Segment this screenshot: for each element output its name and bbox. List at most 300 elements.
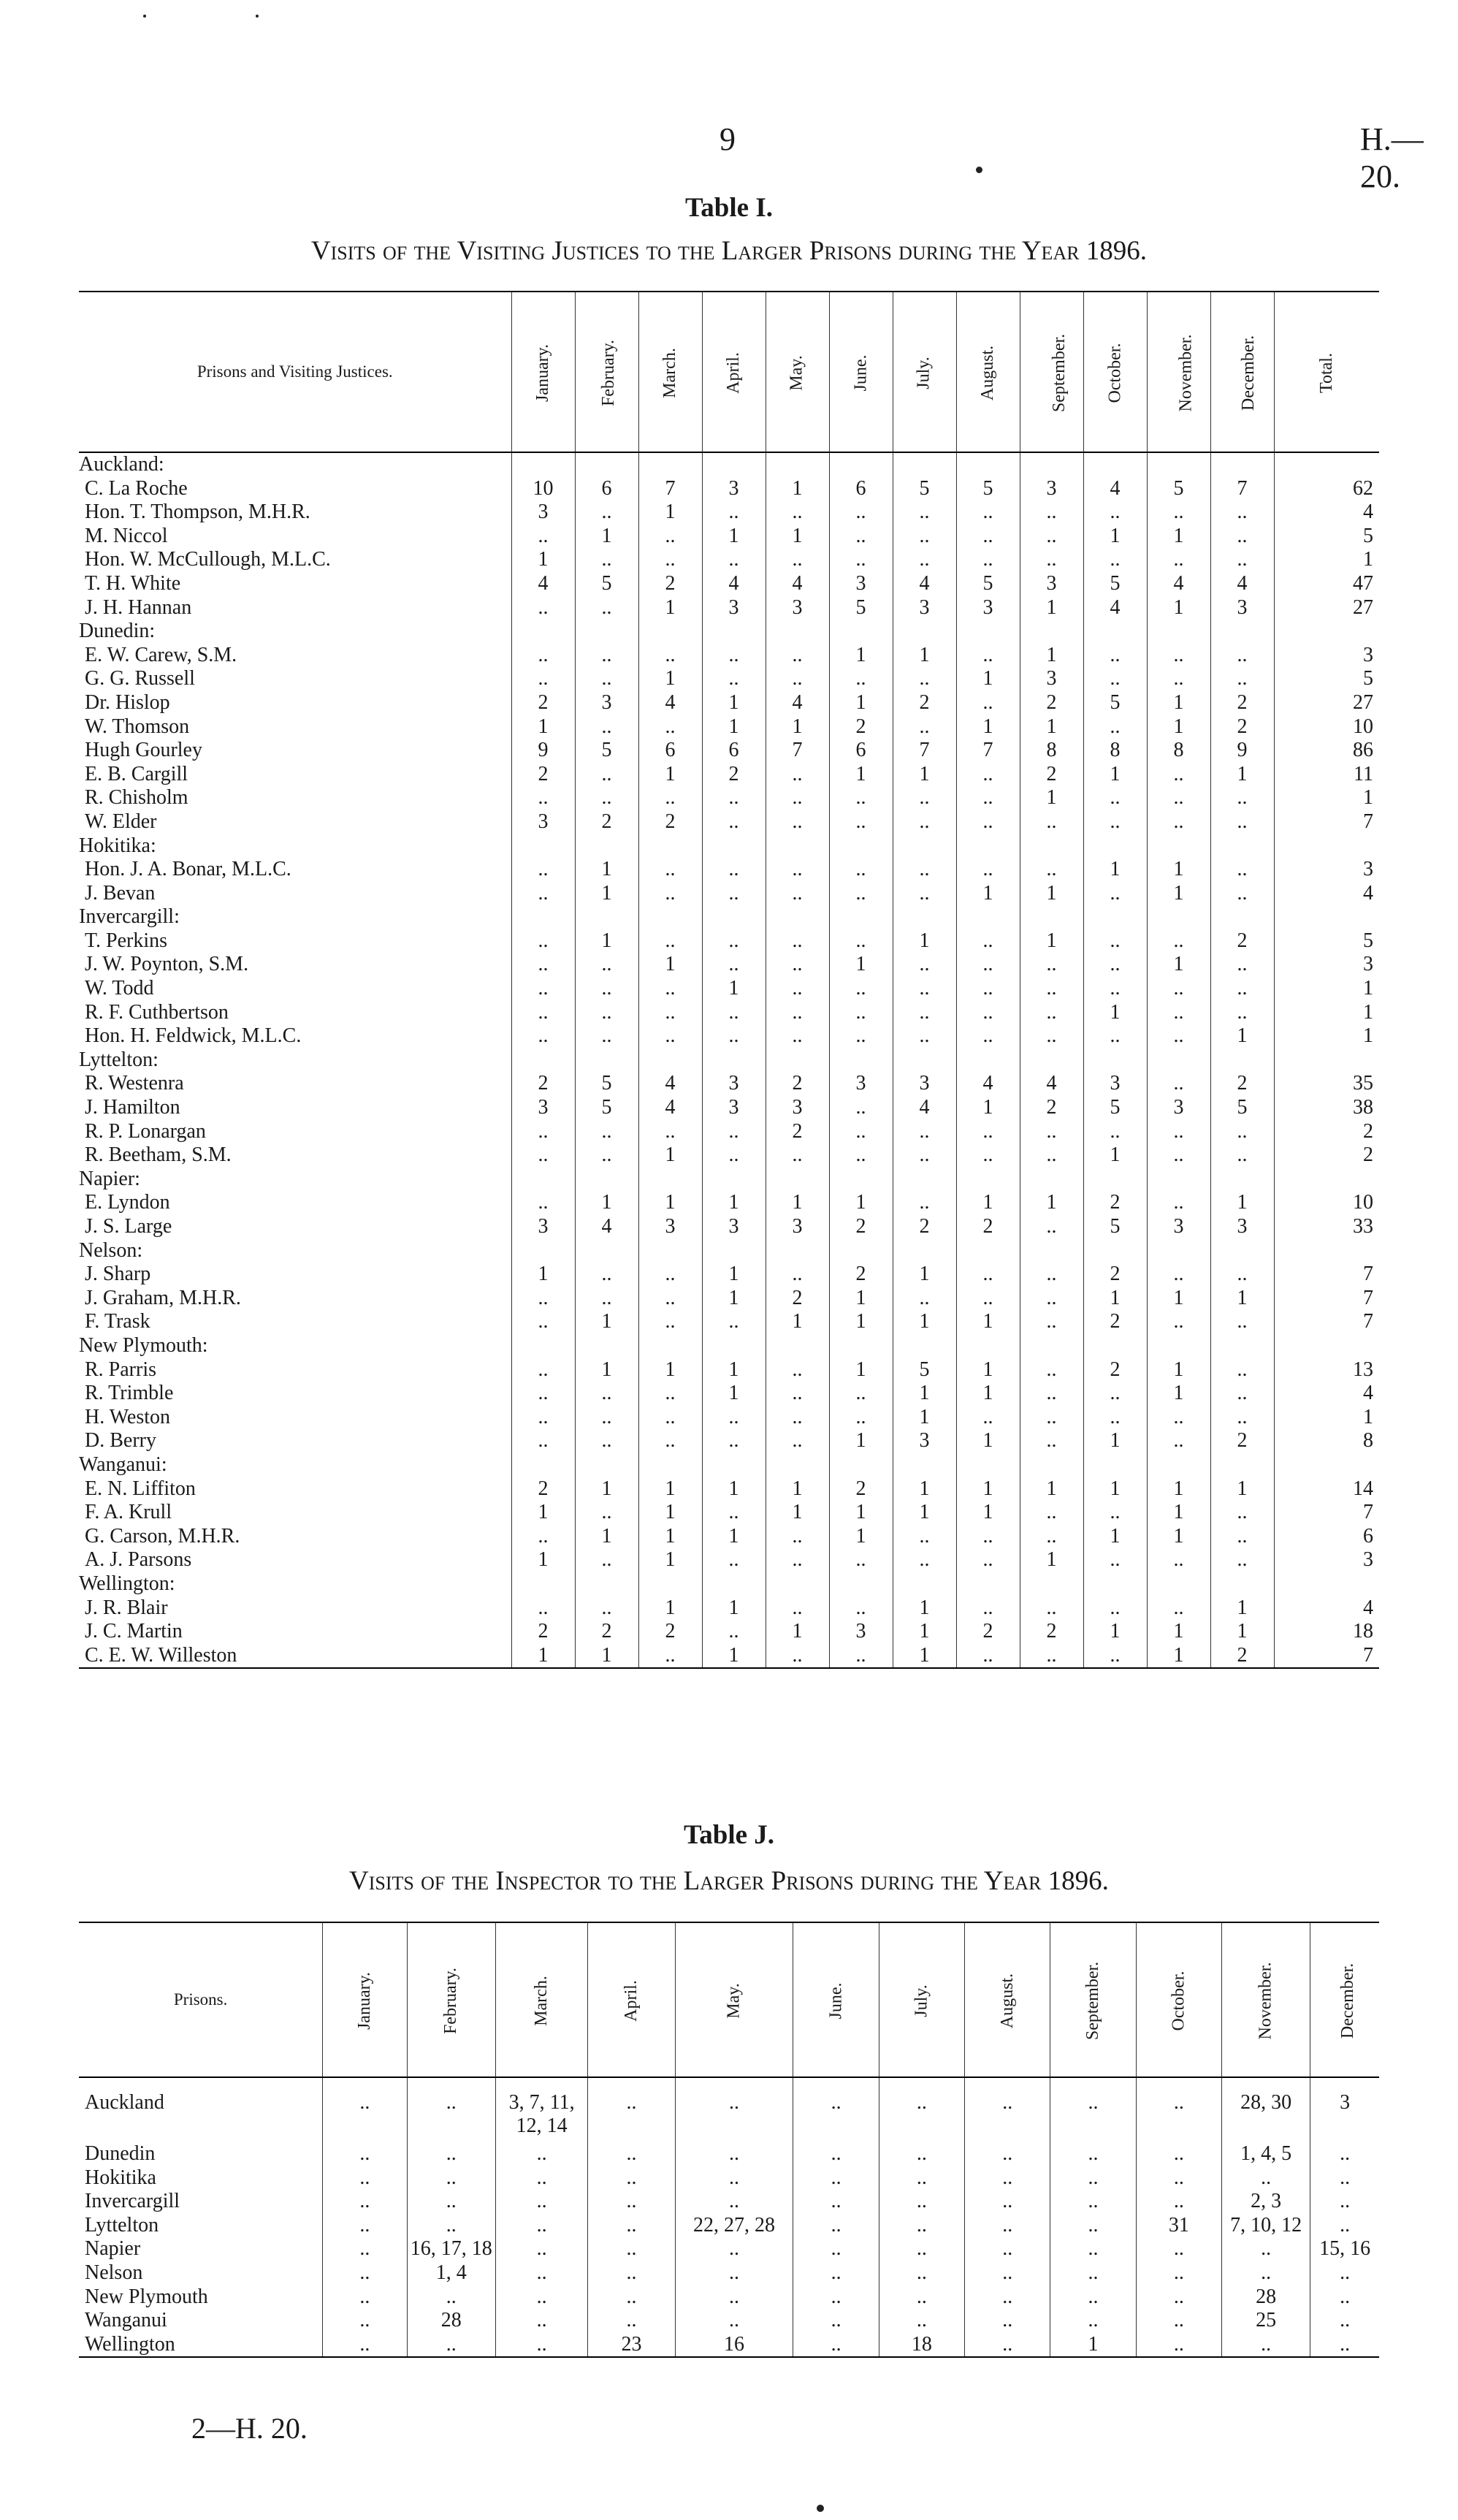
table-row — [79, 1596, 1379, 1621]
visit-count: .. — [575, 1548, 638, 1572]
visit-count: 1 — [829, 1358, 893, 1382]
visit-count: 3 — [511, 1215, 575, 1239]
visit-count: .. — [956, 1596, 1020, 1621]
visit-count: .. — [575, 1263, 638, 1287]
month-label: March. — [660, 348, 679, 398]
visit-count: 1 — [956, 715, 1020, 739]
visit-count: 1 — [956, 1477, 1020, 1501]
justice-name: A. J. Parsons — [85, 1548, 192, 1572]
empty-cell — [1210, 1334, 1274, 1358]
visit-count: .. — [638, 1406, 702, 1430]
empty-cell — [1020, 1572, 1083, 1596]
visit-count: .. — [893, 1120, 956, 1144]
visit-dates: .. — [1310, 2166, 1379, 2190]
table-row — [79, 2261, 1379, 2285]
table-row — [79, 810, 1379, 834]
total-count: 62 — [1274, 477, 1379, 501]
visit-count: .. — [702, 858, 766, 882]
total-count: 10 — [1274, 1191, 1379, 1215]
visit-count: 6 — [702, 739, 766, 763]
justice-name: E. N. Liffiton — [85, 1477, 196, 1500]
visit-count: 4 — [1083, 596, 1147, 620]
total-count: 3 — [1274, 858, 1379, 882]
visit-count: .. — [766, 1001, 829, 1025]
table-row — [79, 2142, 1379, 2166]
prison-group-row — [79, 1168, 1379, 1192]
justice-name: C. La Roche — [85, 476, 188, 500]
justice-name: J. C. Martin — [85, 1620, 183, 1643]
total-count: 38 — [1274, 1096, 1379, 1120]
visit-count: .. — [956, 786, 1020, 810]
empty-cell — [702, 1453, 766, 1477]
visit-dates: .. — [965, 2214, 1050, 2238]
visit-count: 2 — [1083, 1310, 1147, 1334]
month-header — [1147, 292, 1210, 452]
empty-cell — [638, 1453, 702, 1477]
visit-count: 1 — [956, 882, 1020, 906]
visit-count: .. — [1147, 1143, 1210, 1168]
prison-name: New Plymouth — [85, 2285, 208, 2308]
visit-dates: .. — [675, 2166, 793, 2190]
visit-count: .. — [638, 882, 702, 906]
empty-cell — [1147, 905, 1210, 929]
visit-count: .. — [893, 858, 956, 882]
empty-cell — [1147, 1572, 1210, 1596]
visit-count: .. — [575, 644, 638, 668]
visit-count: 2 — [766, 1120, 829, 1144]
visit-count: 2 — [638, 572, 702, 596]
visit-dates: .. — [1222, 2261, 1310, 2285]
visit-count: .. — [766, 548, 829, 572]
visit-count: .. — [1020, 1215, 1083, 1239]
prison-group-row — [79, 1572, 1379, 1596]
visit-dates: .. — [793, 2261, 879, 2285]
empty-cell — [638, 1334, 702, 1358]
visit-count: .. — [1210, 667, 1274, 691]
visit-count: .. — [1210, 953, 1274, 977]
prison-name: Lyttelton — [85, 2213, 159, 2237]
visit-count: 4 — [638, 1096, 702, 1120]
justice-name: Hon. W. McCullough, M.L.C. — [85, 548, 331, 571]
visit-count: .. — [1210, 1501, 1274, 1525]
visit-count: 3 — [511, 500, 575, 525]
month-header — [675, 1922, 793, 2077]
visit-count: .. — [893, 715, 956, 739]
visit-dates: .. — [1310, 2261, 1379, 2285]
visit-count: .. — [1210, 1358, 1274, 1382]
visit-count: .. — [702, 1001, 766, 1025]
visit-count: 4 — [702, 572, 766, 596]
visit-count: .. — [638, 715, 702, 739]
visit-count: .. — [702, 786, 766, 810]
month-header — [766, 292, 829, 452]
visit-count: 5 — [956, 572, 1020, 596]
visit-count: .. — [575, 1287, 638, 1311]
visit-count: .. — [575, 1429, 638, 1453]
visit-count: .. — [829, 1143, 893, 1168]
visit-dates: 16, 17, 18 — [407, 2237, 495, 2261]
visit-count: .. — [893, 1548, 956, 1572]
table-row — [79, 2237, 1379, 2261]
visit-count: 6 — [829, 739, 893, 763]
visit-count: .. — [1147, 1406, 1210, 1430]
visit-count: .. — [956, 548, 1020, 572]
empty-cell — [575, 1239, 638, 1263]
empty-cell — [829, 1048, 893, 1073]
empty-cell — [893, 1453, 956, 1477]
total-count: 27 — [1274, 691, 1379, 715]
visit-count: .. — [829, 1596, 893, 1621]
visit-dates: 28 — [407, 2309, 495, 2333]
visit-count: 1 — [893, 1596, 956, 1621]
visit-dates: .. — [1222, 2166, 1310, 2190]
visit-count: 1 — [766, 1310, 829, 1334]
prison-group-row — [79, 452, 1379, 477]
visit-dates: .. — [965, 2309, 1050, 2333]
visit-count: .. — [956, 1644, 1020, 1669]
visit-dates: .. — [1050, 2261, 1136, 2285]
visit-count: .. — [829, 500, 893, 525]
visit-count: .. — [956, 977, 1020, 1001]
visit-count: 3 — [702, 1072, 766, 1096]
visit-count: 1 — [829, 953, 893, 977]
visit-count: .. — [1210, 1120, 1274, 1144]
total-count: 5 — [1274, 929, 1379, 953]
visit-count: .. — [511, 953, 575, 977]
visit-count: .. — [1147, 667, 1210, 691]
visit-count: .. — [638, 644, 702, 668]
visit-dates: .. — [965, 2333, 1050, 2358]
empty-cell — [829, 620, 893, 644]
visit-count: .. — [766, 1406, 829, 1430]
empty-cell — [511, 834, 575, 859]
visit-count: 5 — [575, 572, 638, 596]
visit-count: 2 — [511, 1072, 575, 1096]
visit-count: .. — [1147, 786, 1210, 810]
visit-count: .. — [829, 977, 893, 1001]
empty-cell — [1147, 1239, 1210, 1263]
visit-dates: .. — [1050, 2077, 1136, 2142]
empty-cell — [1147, 834, 1210, 859]
visit-count: 1 — [1083, 1287, 1147, 1311]
visit-count: .. — [702, 1429, 766, 1453]
visit-count: .. — [1210, 1548, 1274, 1572]
table-row — [79, 572, 1379, 596]
visit-count: .. — [575, 667, 638, 691]
visit-count: .. — [1210, 858, 1274, 882]
justice-name: C. E. W. Willeston — [79, 1644, 511, 1669]
table-row — [79, 644, 1379, 668]
visit-dates: .. — [675, 2237, 793, 2261]
visit-dates: .. — [323, 2309, 407, 2333]
visit-count: 4 — [638, 691, 702, 715]
empty-cell — [575, 452, 638, 477]
visit-count: .. — [1210, 810, 1274, 834]
visit-count: 2 — [511, 1620, 575, 1644]
table-row — [79, 2333, 1379, 2358]
visit-count: .. — [1020, 1310, 1083, 1334]
justice-name: E. W. Carew, S.M. — [85, 643, 237, 666]
visit-dates: .. — [495, 2190, 587, 2214]
justice-name: R. Parris — [85, 1358, 156, 1381]
visit-count: .. — [1147, 1120, 1210, 1144]
visit-count: .. — [1020, 977, 1083, 1001]
visit-count: 3 — [1147, 1215, 1210, 1239]
visit-count: 1 — [893, 1620, 956, 1644]
visit-count: .. — [638, 1263, 702, 1287]
visit-count: 2 — [1210, 691, 1274, 715]
prison-group-row — [79, 1334, 1379, 1358]
visit-count: .. — [1020, 1596, 1083, 1621]
visit-count: 3 — [702, 1096, 766, 1120]
visit-dates: .. — [879, 2261, 964, 2285]
empty-cell — [702, 1168, 766, 1192]
visit-dates: .. — [323, 2237, 407, 2261]
visit-count: 5 — [1083, 1215, 1147, 1239]
visit-count: 1 — [702, 715, 766, 739]
visit-count: 1 — [1210, 1477, 1274, 1501]
visit-count: .. — [766, 1596, 829, 1621]
visit-count: 3 — [893, 1429, 956, 1453]
visit-count: .. — [575, 763, 638, 787]
visit-count: 7 — [956, 739, 1020, 763]
visit-dates: .. — [1136, 2285, 1221, 2310]
visit-count: 1 — [956, 1429, 1020, 1453]
visit-count: .. — [702, 548, 766, 572]
empty-cell — [893, 1168, 956, 1192]
empty-cell — [893, 620, 956, 644]
visit-count: .. — [766, 858, 829, 882]
empty-cell — [702, 905, 766, 929]
month-label: January. — [533, 343, 552, 403]
visit-count: .. — [1020, 500, 1083, 525]
visit-dates: .. — [407, 2214, 495, 2238]
visit-dates: .. — [675, 2285, 793, 2310]
total-count: 14 — [1274, 1477, 1379, 1501]
visit-count: 1 — [829, 1429, 893, 1453]
visit-count: 1 — [893, 1644, 956, 1669]
visit-dates: .. — [1310, 2190, 1379, 2214]
empty-cell — [1083, 1572, 1147, 1596]
table-j — [79, 1922, 1379, 2358]
empty-cell — [1020, 620, 1083, 644]
empty-cell — [1083, 1334, 1147, 1358]
visit-count: 4 — [575, 1215, 638, 1239]
table-row — [79, 1072, 1379, 1096]
visit-count: .. — [829, 1001, 893, 1025]
visit-count: .. — [829, 1024, 893, 1048]
visit-dates: .. — [323, 2261, 407, 2285]
visit-count: .. — [638, 858, 702, 882]
empty-cell — [1147, 1048, 1210, 1073]
empty-cell — [638, 905, 702, 929]
visit-dates: 31 — [1136, 2214, 1221, 2238]
visit-count: .. — [511, 1120, 575, 1144]
visit-dates: 22, 27, 28 — [675, 2214, 793, 2238]
visit-count: .. — [702, 810, 766, 834]
visit-count: 1 — [1147, 715, 1210, 739]
table-row — [79, 1548, 1379, 1572]
table-row — [79, 596, 1379, 620]
visit-count: .. — [1210, 525, 1274, 549]
visit-count: .. — [511, 1596, 575, 1621]
visit-dates: .. — [407, 2190, 495, 2214]
visit-count: .. — [511, 1024, 575, 1048]
visit-count: 1 — [1147, 1620, 1210, 1644]
justice-name: Dr. Hislop — [85, 690, 170, 714]
month-label: March. — [532, 1976, 551, 2026]
visit-count: .. — [829, 1096, 893, 1120]
visit-count: .. — [893, 882, 956, 906]
empty-cell — [766, 620, 829, 644]
visit-count: .. — [1210, 1406, 1274, 1430]
visit-count: 7 — [766, 739, 829, 763]
visit-count: 3 — [575, 691, 638, 715]
visit-dates: .. — [1310, 2285, 1379, 2310]
visit-count: 5 — [1147, 477, 1210, 501]
visit-count: .. — [956, 858, 1020, 882]
justice-name: Hon. H. Feldwick, M.L.C. — [85, 1024, 302, 1048]
visit-count: .. — [1083, 715, 1147, 739]
month-label: September. — [1049, 333, 1069, 413]
visit-count: 1 — [829, 644, 893, 668]
empty-cell — [511, 1048, 575, 1073]
visit-dates: .. — [588, 2309, 675, 2333]
empty-cell — [1083, 1048, 1147, 1073]
visit-count: 1 — [1020, 786, 1083, 810]
visit-count: 1 — [1147, 1477, 1210, 1501]
visit-count: .. — [766, 644, 829, 668]
empty-cell — [575, 1572, 638, 1596]
visit-count: .. — [575, 1024, 638, 1048]
visit-count: 4 — [1147, 572, 1210, 596]
visit-count: 4 — [766, 572, 829, 596]
visit-count: 5 — [1210, 1096, 1274, 1120]
empty-cell — [1083, 905, 1147, 929]
table-row — [79, 1501, 1379, 1525]
empty-cell — [638, 1168, 702, 1192]
visit-count: 1 — [702, 525, 766, 549]
justice-name: J. Sharp — [85, 1263, 151, 1286]
visit-count: 7 — [638, 477, 702, 501]
visit-count: .. — [1083, 1406, 1147, 1430]
visit-count: .. — [575, 786, 638, 810]
visit-count: 1 — [511, 1548, 575, 1572]
visit-dates: .. — [1136, 2142, 1221, 2166]
visit-count: .. — [1210, 977, 1274, 1001]
visit-count: 1 — [1083, 1429, 1147, 1453]
visit-count: 2 — [893, 691, 956, 715]
total-count: 7 — [1274, 1263, 1379, 1287]
total-count: 5 — [1274, 667, 1379, 691]
visit-count: 3 — [766, 596, 829, 620]
visit-count: .. — [638, 1382, 702, 1406]
visit-count: 4 — [893, 572, 956, 596]
month-header — [1210, 292, 1274, 452]
visit-dates: 23 — [588, 2333, 675, 2358]
empty-cell — [575, 905, 638, 929]
visit-count: 3 — [829, 1072, 893, 1096]
visit-count: 3 — [511, 810, 575, 834]
empty-cell — [1210, 1453, 1274, 1477]
visit-count: 1 — [511, 1644, 575, 1669]
visit-count: .. — [766, 763, 829, 787]
justice-name: W. Elder — [85, 810, 157, 833]
month-header — [1136, 1922, 1221, 2077]
visit-count: 1 — [511, 715, 575, 739]
empty-cell — [1210, 620, 1274, 644]
visit-count: .. — [1083, 882, 1147, 906]
visit-count: 2 — [1210, 929, 1274, 953]
visit-dates: .. — [588, 2237, 675, 2261]
visit-count: 1 — [638, 1525, 702, 1549]
visit-count: .. — [1147, 1072, 1210, 1096]
visit-count: .. — [1147, 548, 1210, 572]
visit-count: 2 — [1020, 763, 1083, 787]
visit-count: 1 — [829, 1310, 893, 1334]
month-label: November. — [1256, 1962, 1275, 2040]
total-count: 2 — [1274, 1120, 1379, 1144]
visit-count: .. — [1083, 929, 1147, 953]
visit-count: 1 — [1147, 596, 1210, 620]
visit-count: 1 — [829, 1525, 893, 1549]
visit-count: .. — [956, 1263, 1020, 1287]
visit-dates: .. — [1050, 2237, 1136, 2261]
prison-group-row — [79, 1239, 1379, 1263]
visit-count: .. — [1020, 858, 1083, 882]
month-header — [1083, 292, 1147, 452]
visit-count: .. — [1020, 1263, 1083, 1287]
visit-count: .. — [702, 1310, 766, 1334]
visit-count: .. — [511, 977, 575, 1001]
visit-count: .. — [1210, 548, 1274, 572]
table-row — [79, 1525, 1379, 1549]
empty-cell — [1274, 620, 1379, 644]
visit-count: .. — [1083, 1382, 1147, 1406]
prison-name: Wellington: — [79, 1572, 175, 1595]
visit-count: 2 — [575, 1620, 638, 1644]
visit-dates: .. — [965, 2237, 1050, 2261]
visit-count: .. — [638, 1644, 702, 1669]
prison-name: Hokitika: — [79, 834, 156, 857]
total-count: 4 — [1274, 882, 1379, 906]
visit-dates: .. — [879, 2142, 964, 2166]
visit-count: .. — [956, 1120, 1020, 1144]
visit-dates: .. — [1222, 2237, 1310, 2261]
visit-count: 1 — [702, 1191, 766, 1215]
table-row — [79, 953, 1379, 977]
visit-count: 1 — [1083, 1001, 1147, 1025]
visit-count: .. — [829, 858, 893, 882]
prison-name: Nelson: — [79, 1238, 143, 1262]
visit-dates: .. — [495, 2214, 587, 2238]
visit-count: 1 — [638, 763, 702, 787]
visit-count: .. — [638, 525, 702, 549]
justice-name: R. F. Cuthbertson — [85, 1000, 229, 1024]
visit-count: .. — [893, 977, 956, 1001]
visit-count: .. — [766, 1525, 829, 1549]
visit-count: 1 — [1083, 525, 1147, 549]
visit-count: .. — [829, 1382, 893, 1406]
visit-count: .. — [1147, 1310, 1210, 1334]
table-row — [79, 1310, 1379, 1334]
visit-dates: .. — [879, 2214, 964, 2238]
visit-count: .. — [638, 1024, 702, 1048]
empty-cell — [829, 452, 893, 477]
visit-count: 9 — [511, 739, 575, 763]
visit-dates: .. — [588, 2166, 675, 2190]
visit-count: .. — [1147, 977, 1210, 1001]
